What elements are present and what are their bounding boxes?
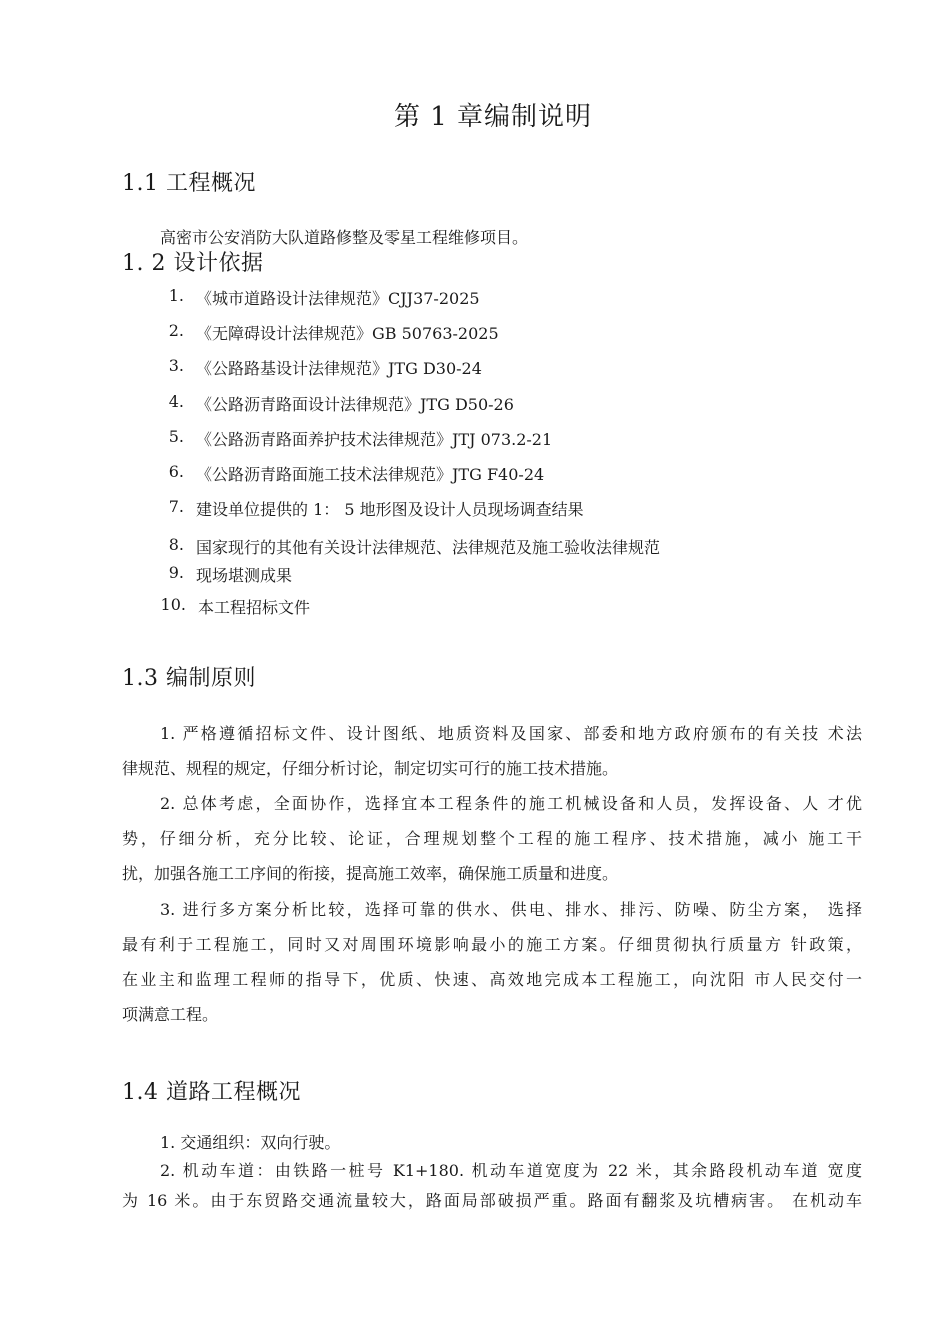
body-text-line: 1. 严格遵循招标文件、设计图纸、地质资料及国家、部委和地方政府颁布的有关技 术法: [160, 724, 862, 743]
list-item: [168, 462, 545, 485]
list-item-text: 《公路沥青路面养护技术法律规范》JTJ 073.2-21: [196, 430, 553, 449]
list-item: [168, 563, 293, 586]
body-text-line: 3. 进行多方案分析比较，选择可靠的供水、供电、排水、排污、防噪、防尘方案， 选择: [160, 900, 862, 919]
list-item-number: 3.: [168, 356, 184, 375]
list-item: [168, 286, 480, 309]
list-item: [168, 497, 584, 520]
list-item: [168, 535, 661, 558]
list-item-text: 现场堪测成果: [196, 566, 293, 585]
list-item-text: 《无障碍设计法律规范》GB 50763-2025: [196, 324, 499, 343]
section-heading-1-2: 1. 2 设计依据: [122, 251, 264, 276]
list-item-number: 9.: [168, 563, 184, 582]
list-item-number: 4.: [168, 392, 184, 411]
body-text-line: 律规范、规程的规定，仔细分析讨论，制定切实可行的施工技术措施。: [122, 759, 619, 778]
list-item: [160, 595, 311, 618]
section-heading-1-1: 1.1 工程概况: [122, 171, 256, 196]
body-text-line: 2. 总体考虑，全面协作，选择宜本工程条件的施工机械设备和人员，发挥设备、人 才优: [160, 794, 862, 813]
body-text-line: 最有利于工程施工，同时又对周围环境影响最小的施工方案。仔细贯彻执行质量方 针政策，: [122, 935, 862, 954]
list-item-number: 8.: [168, 535, 184, 554]
list-item-text: 本工程招标文件: [198, 598, 311, 617]
section-1-1-text: 高密市公安消防大队道路修整及零星工程维修项目。: [160, 228, 529, 247]
list-item-text: 《城市道路设计法律规范》CJJ37-2025: [196, 289, 480, 308]
body-text-line: 势，仔细分析，充分比较、论证，合理规划整个工程的施工程序、技术措施，减小 施工干: [122, 829, 862, 848]
section-heading-1-4: 1.4 道路工程概况: [122, 1080, 301, 1105]
list-item-number: 5.: [168, 427, 184, 446]
list-item-text: 《公路沥青路面施工技术法律规范》JTG F40-24: [196, 465, 545, 484]
list-item: [168, 356, 482, 379]
list-item: [168, 392, 514, 415]
list-item-text: 《公路沥青路面设计法律规范》JTG D50-26: [196, 395, 514, 414]
body-text-line: 1. 交通组织：双向行驶。: [160, 1133, 341, 1152]
chapter-title: 第 1 章编制说明: [393, 102, 593, 132]
list-item-text: 建设单位提供的 1： 5 地形图及设计人员现场调查结果: [196, 500, 584, 519]
body-text-line: 项满意工程。: [122, 1005, 219, 1024]
list-item-number: 10.: [160, 595, 186, 614]
list-item-text: 《公路路基设计法律规范》JTG D30-24: [196, 359, 482, 378]
section-heading-1-3: 1.3 编制原则: [122, 666, 256, 691]
body-text-line: 2. 机动车道：由铁路一桩号 K1+180. 机动车道宽度为 22 米，其余路段机动车道 宽度: [160, 1161, 862, 1180]
body-text-line: 为 16 米。由于东贸路交通流量较大，路面局部破损严重。路面有翻浆及坑槽病害。 在机动车: [122, 1191, 862, 1210]
body-text-line: 扰，加强各施工工序间的衔接，提高施工效率，确保施工质量和进度。: [122, 864, 619, 883]
list-item-text: 国家现行的其他有关设计法律规范、法律规范及施工验收法律规范: [196, 538, 661, 557]
list-item: [168, 427, 553, 450]
list-item-number: 2.: [168, 321, 184, 340]
list-item-number: 1.: [168, 286, 184, 305]
list-item-number: 6.: [168, 462, 184, 481]
list-item-number: 7.: [168, 497, 184, 516]
body-text-line: 在业主和监理工程师的指导下，优质、快速、高效地完成本工程施工，向沈阳 市人民交付一: [122, 970, 862, 989]
list-item: [168, 321, 499, 344]
